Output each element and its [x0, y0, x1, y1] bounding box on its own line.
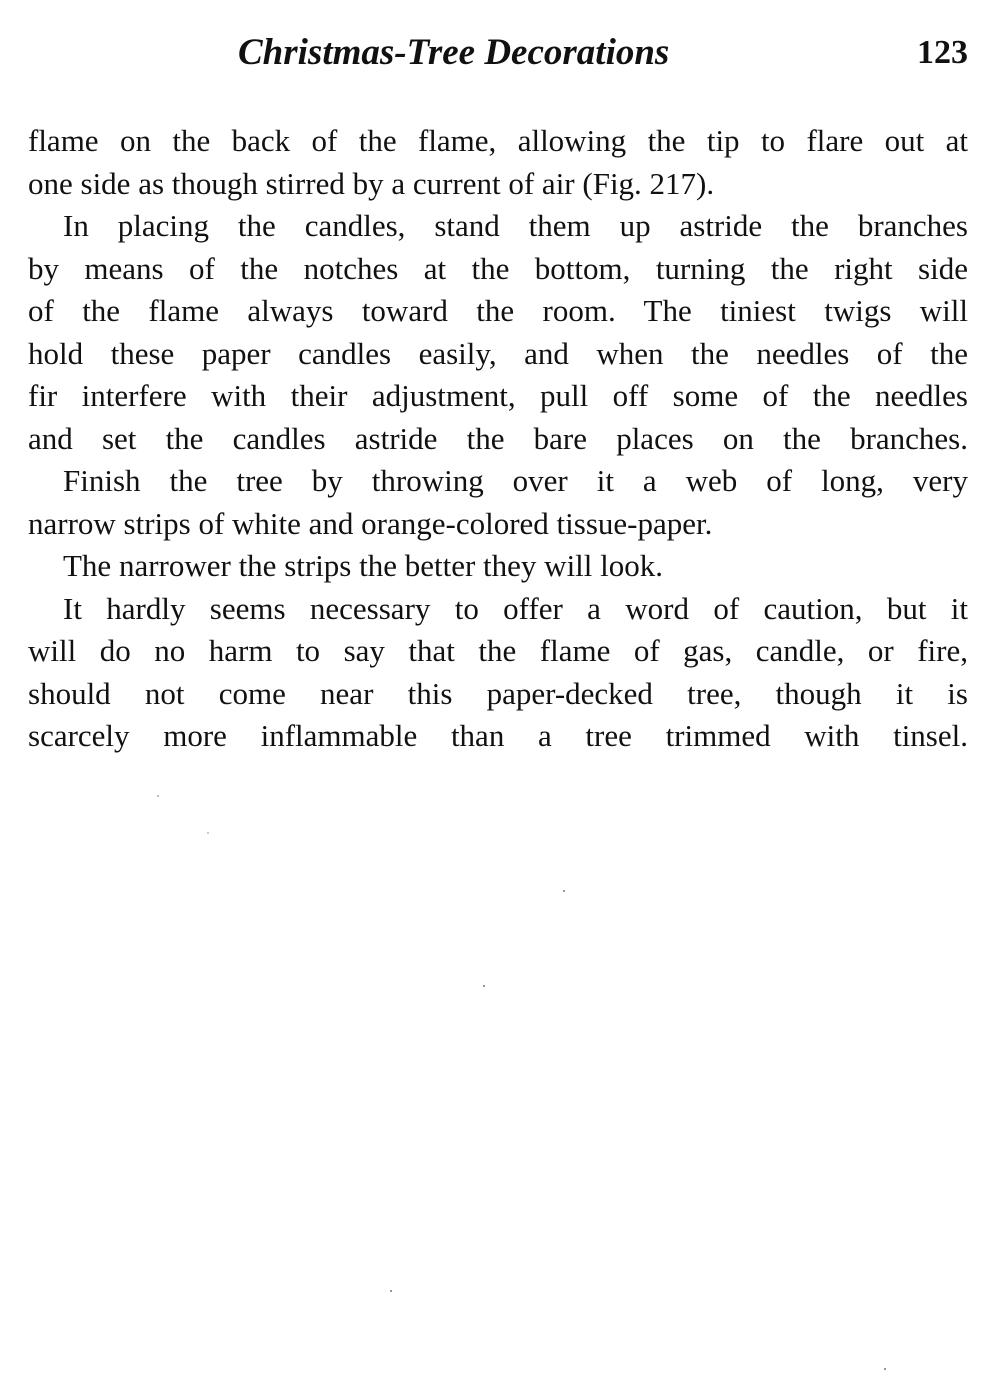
paragraph-caution: [28, 588, 968, 758]
running-head: [28, 30, 968, 76]
scan-speck: [157, 795, 159, 797]
text-line: scarcely more inflammable than a tree trimmed with tinsel.: [28, 718, 968, 753]
page-number: 123: [917, 34, 968, 71]
running-title: Christmas-Tree Decorations: [238, 32, 670, 73]
text-line: by means of the notches at the bottom, turning the right side: [28, 250, 968, 286]
text-line: Finish the tree by throwing over it a web of long, very: [63, 463, 968, 498]
text-line: and set the candles astride the bare places on the branches.: [28, 420, 968, 456]
body-text: [28, 120, 968, 758]
paragraph-continuation: [28, 120, 968, 205]
scan-speck: [884, 1368, 886, 1370]
scan-speck: [563, 890, 565, 892]
paragraph-placing-candles: [28, 205, 968, 460]
scan-speck: [207, 832, 209, 834]
text-line: one side as though stirred by a current of air (Fig. 217).: [28, 165, 715, 201]
scan-speck: [483, 985, 485, 987]
text-line: flame on the back of the flame, allowing the tip to flare out at: [28, 123, 968, 158]
text-line: of the flame always toward the room. The tiniest twigs will: [28, 293, 968, 328]
text-line: It hardly seems necessary to offer a word of caution, but it: [63, 590, 968, 626]
text-line: hold these paper candles easily, and when the needles of the: [28, 335, 968, 371]
paragraph-narrower-strips: [28, 545, 968, 588]
text-line: fir interfere with their adjustment, pull off some of the needles: [28, 378, 968, 413]
text-line: In placing the candles, stand them up astride the branches: [63, 208, 968, 243]
scan-speck: [390, 1290, 392, 1292]
text-line: will do no harm to say that the flame of gas, candle, or fire,: [28, 633, 968, 668]
text-line: should not come near this paper-decked tree, though it is: [28, 675, 968, 711]
text-line: narrow strips of white and orange-colored tissue-paper.: [28, 505, 713, 541]
text-line: The narrower the strips the better they will look.: [63, 548, 664, 583]
paragraph-finish-tree: [28, 460, 968, 545]
